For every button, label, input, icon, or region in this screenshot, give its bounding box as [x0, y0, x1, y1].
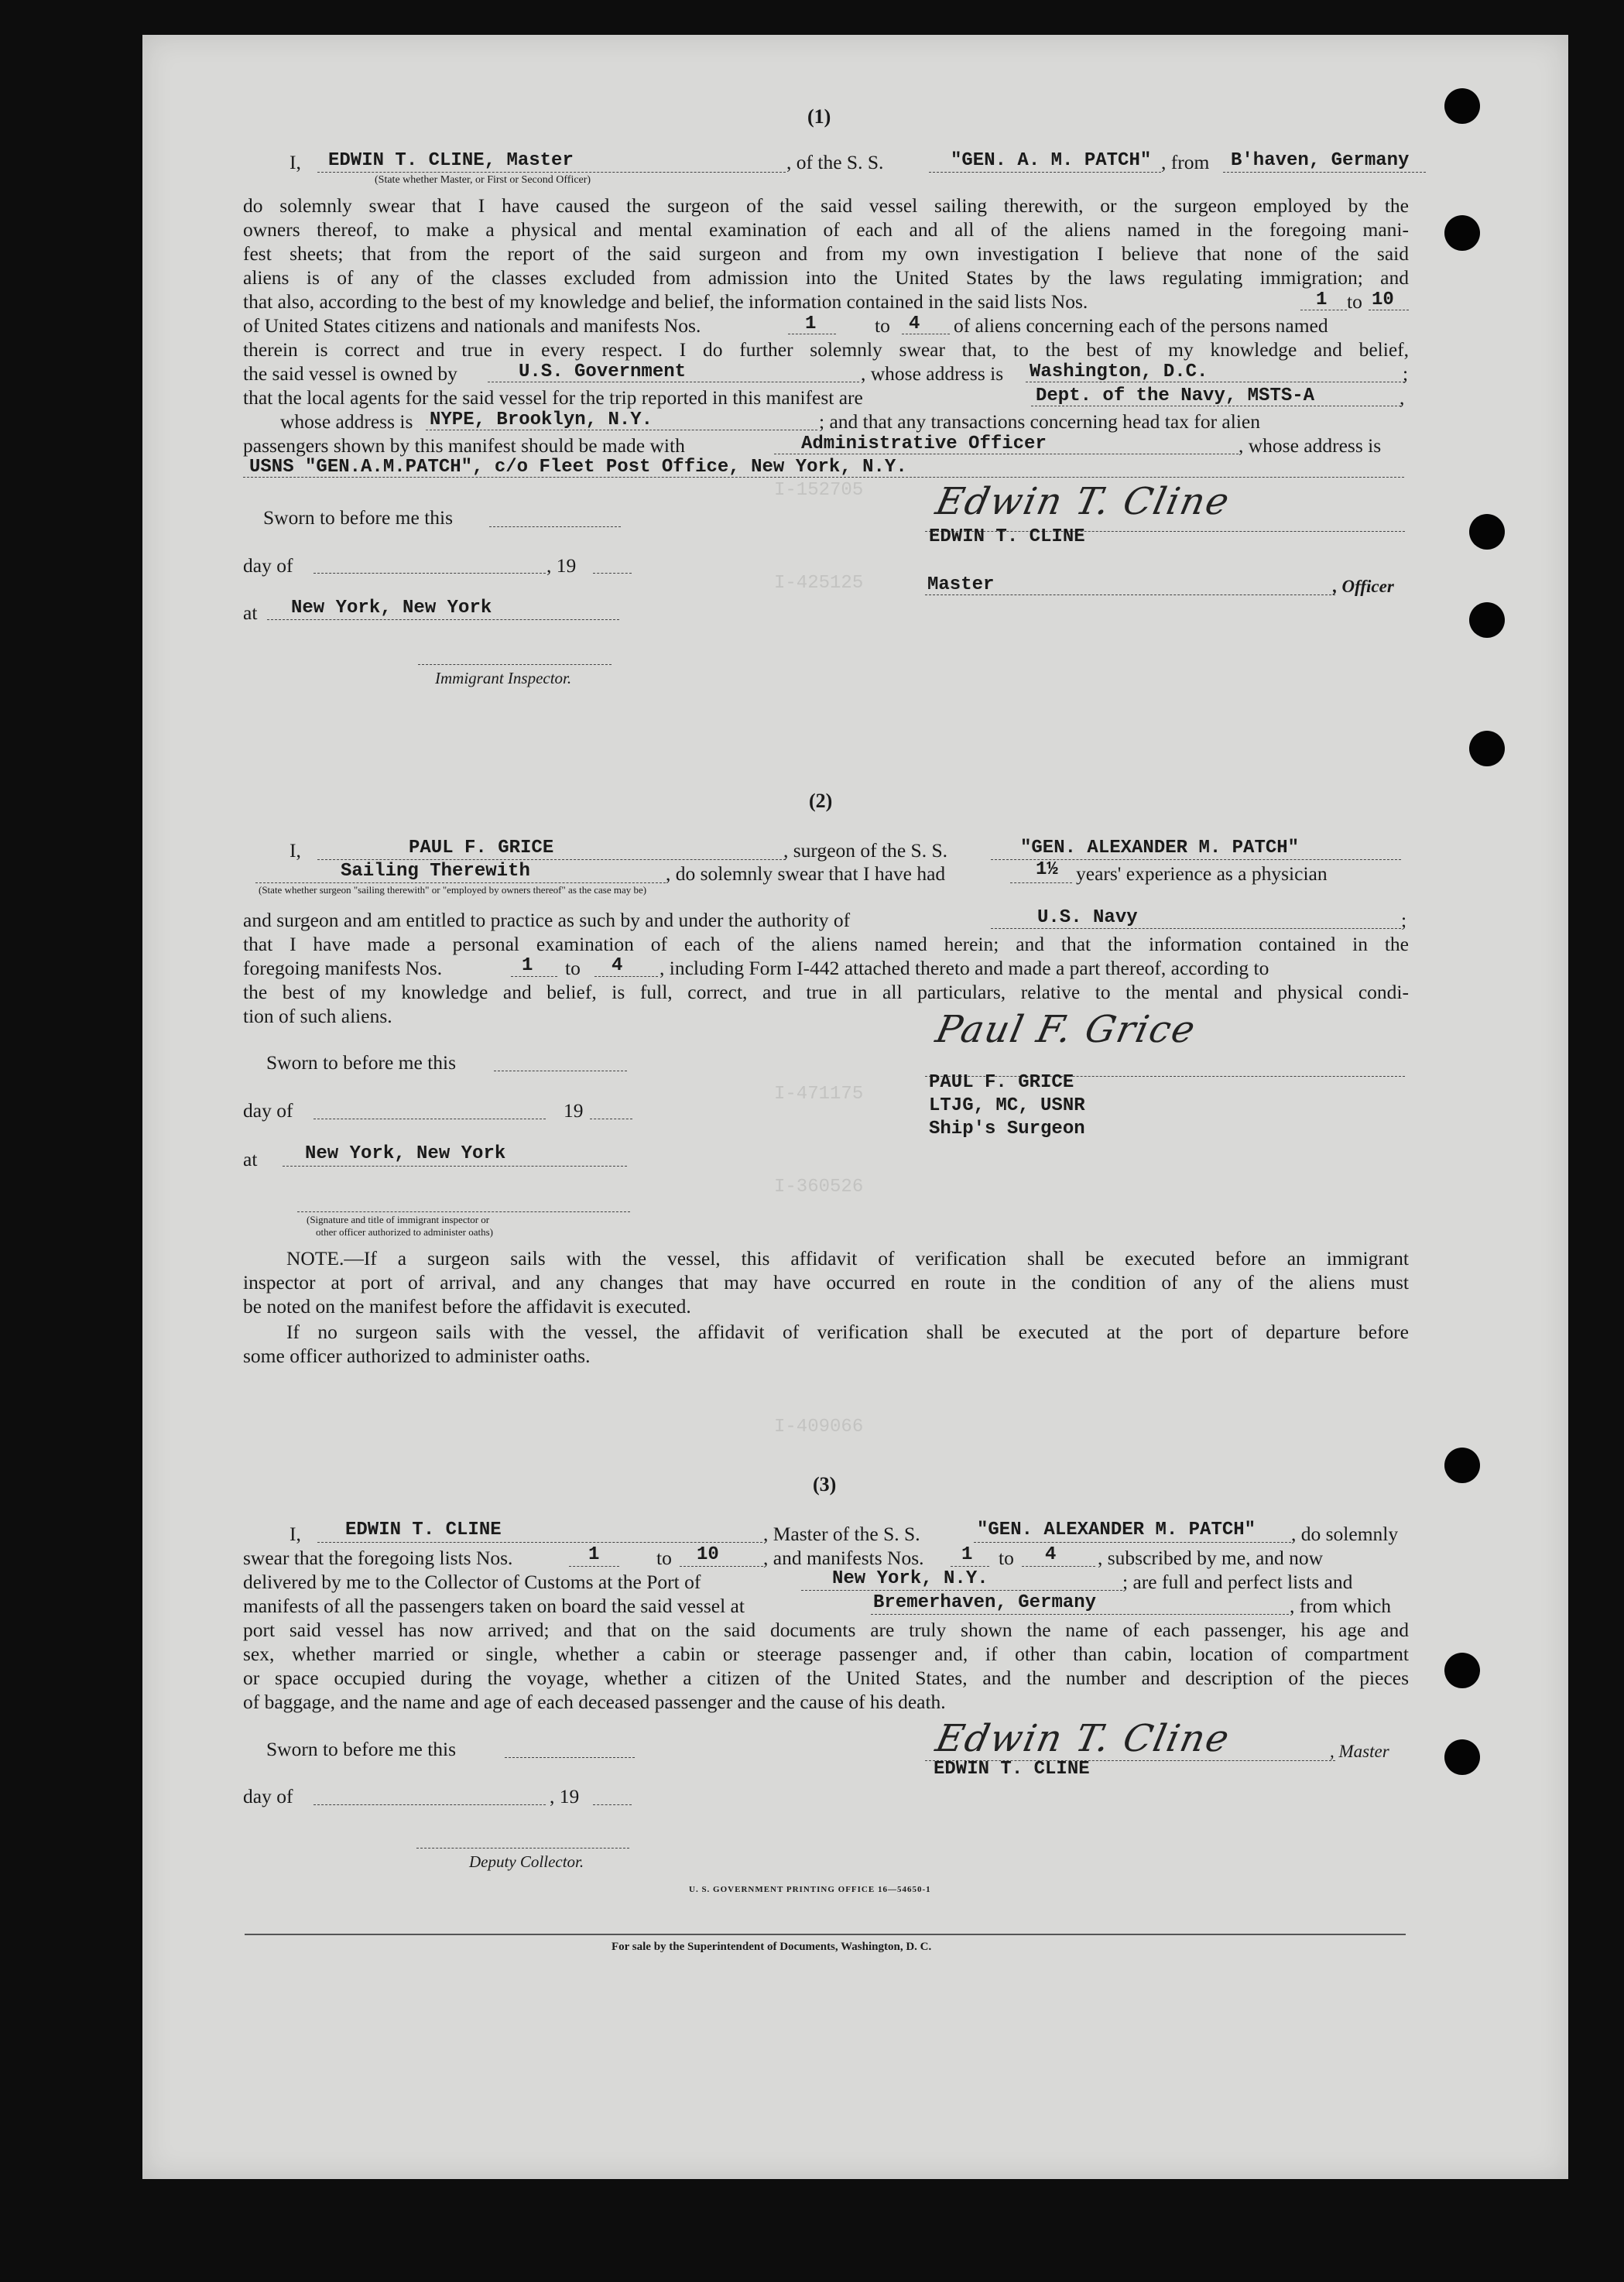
- oath-text: , subscribed by me, and now: [1098, 1547, 1324, 1569]
- oath-text: or space occupied during the voyage, whether a citizen of the United States, and the number and description of the pieces: [243, 1667, 1409, 1689]
- sworn-label: Sworn to before me this: [266, 1738, 457, 1760]
- role-note: (State whether Master, or First or Second Officer): [375, 174, 591, 186]
- manifests-to: 4: [909, 314, 920, 334]
- lists-from: 1: [588, 1544, 600, 1565]
- year-label: , 19: [550, 1785, 580, 1807]
- surgeon-name: PAUL F. GRICE: [409, 838, 554, 858]
- oath-text: , Master of the S. S.: [763, 1523, 920, 1545]
- blank-line: [255, 882, 666, 883]
- at-label: at: [243, 1148, 258, 1170]
- oath-text: to: [565, 957, 581, 979]
- state-note: (State whether surgeon "sailing therewith" or "employed by owners thereof" as the case may be): [259, 884, 647, 896]
- bleed-through-mark: I-425125: [774, 573, 864, 594]
- oath-text: , whose address is: [1239, 434, 1382, 457]
- oath-text: ;: [1401, 909, 1407, 931]
- lists-to: 10: [697, 1544, 719, 1565]
- binder-hole-2: [1444, 215, 1480, 251]
- oath-text: of United States citizens and nationals and manifests Nos.: [243, 314, 701, 337]
- agents-address: NYPE, Brooklyn, N.Y.: [430, 409, 653, 430]
- oath-text: of aliens concerning each of the persons named: [954, 314, 1328, 337]
- year-label: 19: [564, 1099, 584, 1122]
- blank-line: [505, 1757, 635, 1758]
- note-text: some officer authorized to administer oaths.: [243, 1345, 591, 1367]
- bleed-through-mark: I-409066: [774, 1417, 864, 1437]
- oath-text: sex, whether married or single, whether a cabin or steerage passenger and, if other than cabin, location of compartment: [243, 1643, 1409, 1665]
- sworn-place: New York, New York: [291, 598, 492, 618]
- sig-note: other officer authorized to administer oaths): [316, 1226, 493, 1238]
- surgeon-title: Ship's Surgeon: [929, 1119, 1085, 1139]
- bleed-through-mark: I-471175: [774, 1084, 864, 1105]
- blank-line: [313, 1804, 546, 1805]
- blank-line: [569, 1566, 619, 1567]
- blank-line: [243, 477, 1404, 478]
- sale-notice: For sale by the Superintendent of Documents, Washington, D. C.: [612, 1941, 932, 1953]
- inspector-label: Immigrant Inspector.: [435, 669, 572, 687]
- blank-line: [313, 573, 546, 574]
- sworn-place: New York, New York: [305, 1143, 506, 1164]
- oath-text: years' experience as a physician: [1076, 862, 1328, 885]
- master-signature: Edwin T. Cline: [932, 480, 1235, 523]
- binder-hole-6: [1444, 1448, 1480, 1483]
- oath-text: to: [875, 314, 890, 337]
- oath-text: whose address is: [280, 410, 413, 433]
- blank-line: [929, 172, 1161, 173]
- blank-line: [593, 573, 632, 574]
- blank-line: [974, 1542, 1291, 1543]
- binder-hole-7: [1444, 1653, 1480, 1688]
- blank-line: [1010, 882, 1072, 883]
- blank-line: [489, 526, 621, 527]
- sworn-label: Sworn to before me this: [266, 1051, 457, 1074]
- surgeon-status: Sailing Therewith: [341, 861, 530, 882]
- oath-text: foregoing manifests Nos.: [243, 957, 443, 979]
- binder-hole-3: [1469, 514, 1505, 550]
- oath-text: , whose address is: [861, 362, 1004, 385]
- footer-rule: [245, 1934, 1406, 1935]
- manifests-from: 1: [961, 1544, 973, 1565]
- oath-text: , from: [1161, 151, 1210, 173]
- oath-text: , do solemnly: [1291, 1523, 1399, 1545]
- oath-text: ; and that any transactions concerning head tax for alien: [819, 410, 1260, 433]
- blank-line: [1223, 172, 1426, 173]
- oath-text: to: [999, 1547, 1014, 1569]
- ship-name: "GEN. ALEXANDER M. PATCH": [1020, 838, 1300, 858]
- signature-line: [418, 664, 612, 665]
- surgeon-sig-name: PAUL F. GRICE: [929, 1072, 1074, 1093]
- oath-text: manifests of all the passengers taken on board the said vessel at: [243, 1595, 745, 1617]
- blank-line: [594, 976, 658, 977]
- blank-line: [680, 1566, 763, 1567]
- oath-text: therein is correct and true in every respect. I do further solemnly swear that, to the best of my knowledge and belief,: [243, 338, 1409, 361]
- lists-from: 1: [1316, 290, 1328, 310]
- bleed-through-mark: I-360526: [774, 1177, 864, 1198]
- years-experience: 1½: [1036, 859, 1058, 880]
- section-number: (2): [809, 790, 833, 812]
- blank-line: [871, 1614, 1289, 1615]
- oath-text: aliens is of any of the classes excluded from admission into the United States by the laws regulating immigration; and: [243, 266, 1409, 289]
- oath-text: , of the S. S.: [786, 151, 884, 173]
- lists-to: 10: [1372, 290, 1394, 310]
- section-number: (3): [813, 1473, 837, 1496]
- binder-hole-1: [1444, 88, 1480, 124]
- manifests-to: 4: [612, 955, 623, 976]
- oath-text: and surgeon and am entitled to practice as such by and under the authority of: [243, 909, 851, 931]
- oath-text: delivered by me to the Collector of Customs at the Port of: [243, 1571, 701, 1593]
- oath-text: , and manifests Nos.: [763, 1547, 924, 1569]
- signature-line: [297, 1211, 630, 1212]
- blank-line: [283, 1166, 627, 1167]
- surgeon-rank: LTJG, MC, USNR: [929, 1095, 1085, 1116]
- master-sig-name: EDWIN T. CLINE: [929, 526, 1085, 547]
- oath-text: to: [1347, 290, 1362, 313]
- binder-hole-4: [1469, 602, 1505, 638]
- blank-line: [511, 976, 557, 977]
- ship-name: "GEN. A. M. PATCH": [951, 150, 1152, 171]
- oath-text: the best of my knowledge and belief, is full, correct, and true in all particulars, relative to the mental and physical condi-: [243, 981, 1409, 1003]
- blank-line: [317, 1542, 762, 1543]
- surgeon-signature: Paul F. Grice: [932, 1008, 1201, 1051]
- note-text: inspector at port of arrival, and any changes that may have occurred en route in the condition of any of the aliens must: [243, 1271, 1409, 1293]
- oath-text: that I have made a personal examination of each of the aliens named herein; and that the information contained in the: [243, 933, 1409, 955]
- oath-text: port said vessel has now arrived; and that on the said documents are truly shown the name of each passenger, his age and: [243, 1619, 1409, 1641]
- note-text: If no surgeon sails with the vessel, the affidavit of verification shall be executed at the port of departure before: [286, 1321, 1409, 1343]
- oath-text: owners thereof, to make a physical and mental examination of each and all of the aliens named in the foregoing mani-: [243, 218, 1409, 241]
- bleed-through-mark: I-152705: [774, 480, 864, 501]
- master-sig-title: Master: [927, 574, 995, 595]
- signature-line: [416, 1848, 629, 1849]
- at-label: at: [243, 601, 258, 624]
- oath-text: , including Form I-442 attached thereto and made a part thereof, according to: [660, 957, 1269, 979]
- master-sig-name: EDWIN T. CLINE: [934, 1759, 1090, 1780]
- blank-line: [267, 619, 619, 620]
- master-label: , Master: [1330, 1742, 1389, 1761]
- binder-hole-8: [1444, 1739, 1480, 1775]
- oath-text: passengers shown by this manifest should be made with: [243, 434, 685, 457]
- printing-office-line: U. S. GOVERNMENT PRINTING OFFICE 16—54650-1: [689, 1885, 931, 1894]
- oath-text: of baggage, and the name and age of each deceased passenger and the cause of his death.: [243, 1691, 946, 1713]
- day-of-label: day of: [243, 1099, 293, 1122]
- oath-text: I,: [290, 839, 301, 862]
- oath-text: to: [656, 1547, 672, 1569]
- customs-port: New York, N.Y.: [832, 1568, 988, 1589]
- oath-text: swear that the foregoing lists Nos.: [243, 1547, 513, 1569]
- ship-name: "GEN. ALEXANDER M. PATCH": [977, 1520, 1256, 1540]
- blank-line: [593, 1804, 632, 1805]
- from-port: B'haven, Germany: [1231, 150, 1410, 171]
- master-name: EDWIN T. CLINE: [345, 1520, 502, 1540]
- day-of-label: day of: [243, 1785, 293, 1807]
- oath-text: , from which: [1290, 1595, 1392, 1617]
- binder-hole-5: [1469, 731, 1505, 766]
- manifests-from: 1: [522, 955, 533, 976]
- day-of-label: day of: [243, 554, 293, 577]
- practice-authority: U.S. Navy: [1037, 907, 1138, 928]
- section-number: (1): [807, 105, 831, 128]
- oath-text: I,: [290, 1523, 301, 1545]
- officer-label: , Officer: [1333, 577, 1394, 596]
- oath-text: ;: [1403, 362, 1409, 385]
- collector-label: Deputy Collector.: [469, 1852, 584, 1871]
- manifests-from: 1: [805, 314, 817, 334]
- oath-text: do solemnly swear that I have caused the surgeon of the said vessel sailing therewith, or the surgeon employed by the: [243, 194, 1409, 217]
- oath-text: tion of such aliens.: [243, 1005, 392, 1027]
- note-text: be noted on the manifest before the affidavit is executed.: [243, 1295, 691, 1317]
- sig-note: (Signature and title of immigrant inspector or: [307, 1214, 490, 1225]
- oath-text: I,: [290, 151, 301, 173]
- local-agents: Dept. of the Navy, MSTS-A: [1036, 385, 1315, 406]
- master-signature: Edwin T. Cline: [932, 1717, 1235, 1760]
- headtax-contact: Administrative Officer: [801, 433, 1047, 454]
- oath-text: fest sheets; that from the report of the said surgeon and from my own investigation I believe that none of the said: [243, 242, 1409, 265]
- owner-address: Washington, D.C.: [1030, 361, 1208, 382]
- sworn-label: Sworn to before me this: [263, 506, 454, 529]
- blank-line: [991, 928, 1401, 929]
- oath-text: that the local agents for the said vessel for the trip reported in this manifest are: [243, 386, 863, 409]
- blank-line: [317, 172, 786, 173]
- blank-line: [925, 594, 1335, 595]
- oath-text: the said vessel is owned by: [243, 362, 457, 385]
- oath-text: ; are full and perfect lists and: [1122, 1571, 1353, 1593]
- headtax-address: USNS "GEN.A.M.PATCH", c/o Fleet Post Office, New York, N.Y.: [249, 457, 907, 478]
- manifests-to: 4: [1045, 1544, 1057, 1565]
- oath-text: ,: [1400, 386, 1405, 409]
- year-label: , 19: [546, 554, 577, 577]
- blank-line: [1022, 1566, 1095, 1567]
- vessel-owner: U.S. Government: [519, 361, 687, 382]
- boarding-port: Bremerhaven, Germany: [873, 1592, 1097, 1613]
- oath-text: , do solemnly swear that I have had: [666, 862, 946, 885]
- oath-text: that also, according to the best of my knowledge and belief, the information contained in the said lists Nos.: [243, 290, 1088, 313]
- master-name: EDWIN T. CLINE, Master: [328, 150, 574, 171]
- note-text: NOTE.—If a surgeon sails with the vessel, this affidavit of verification shall be executed before an immigrant: [286, 1247, 1409, 1269]
- oath-text: , surgeon of the S. S.: [783, 839, 948, 862]
